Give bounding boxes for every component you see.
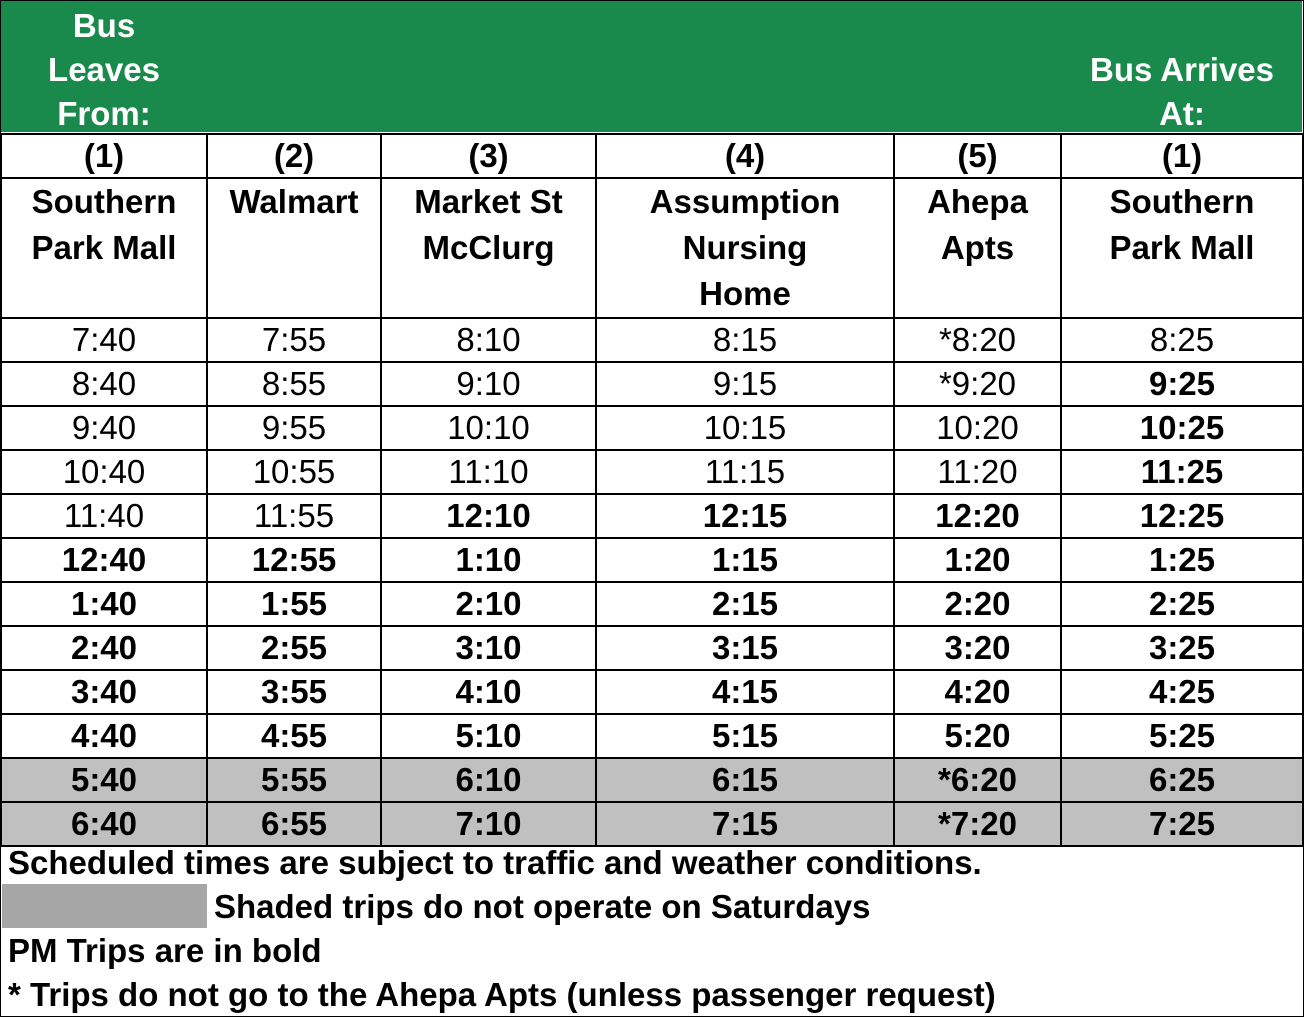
time-cell: 8:40 (1, 362, 207, 406)
time-cell: 8:55 (207, 362, 381, 406)
time-cell: 2:20 (894, 582, 1061, 626)
time-cell: 9:40 (1, 406, 207, 450)
time-cell: 11:40 (1, 494, 207, 538)
time-cell: 7:40 (1, 318, 207, 362)
stop-name: Southern Park Mall (1, 178, 207, 318)
time-cell: 11:15 (596, 450, 894, 494)
time-cell: 3:15 (596, 626, 894, 670)
time-cell: 1:55 (207, 582, 381, 626)
time-cell: 10:25 (1061, 406, 1303, 450)
time-cell: 11:10 (381, 450, 596, 494)
stop-number-row (1, 134, 1303, 178)
time-cell: 5:40 (1, 758, 207, 802)
time-cell: 9:25 (1061, 362, 1303, 406)
stop-name: Market St McClurg (381, 178, 596, 318)
bus-arrives-at-heading: Bus Arrives At: (1089, 51, 1275, 132)
time-cell: 3:10 (381, 626, 596, 670)
trip-row (1, 450, 1303, 494)
trip-row (1, 406, 1303, 450)
time-cell: 5:55 (207, 758, 381, 802)
shaded-trip-row (1, 758, 1303, 802)
time-cell: 1:25 (1061, 538, 1303, 582)
time-cell: 12:10 (381, 494, 596, 538)
time-cell: 10:20 (894, 406, 1061, 450)
note-bold: PM Trips are in bold (8, 932, 322, 969)
time-cell: 3:25 (1061, 626, 1303, 670)
time-cell: *6:20 (894, 758, 1061, 802)
stop-name: Walmart (207, 178, 381, 318)
bus-leaves-from-heading: Bus Leaves From: (48, 7, 160, 132)
time-cell: 7:25 (1061, 802, 1303, 846)
time-cell: 12:15 (596, 494, 894, 538)
time-cell: 9:15 (596, 362, 894, 406)
shaded-trip-row (1, 802, 1303, 846)
time-cell: 2:15 (596, 582, 894, 626)
time-cell: 9:10 (381, 362, 596, 406)
trip-row (1, 714, 1303, 758)
time-cell: 4:10 (381, 670, 596, 714)
time-cell: 11:20 (894, 450, 1061, 494)
time-cell: 12:40 (1, 538, 207, 582)
trip-row (1, 626, 1303, 670)
stop-name: Ahepa Apts (894, 178, 1061, 318)
time-cell: 8:15 (596, 318, 894, 362)
time-cell: 4:20 (894, 670, 1061, 714)
stop-number: (3) (381, 134, 596, 178)
stop-name-row (1, 178, 1303, 318)
time-cell: 5:25 (1061, 714, 1303, 758)
time-cell: 4:40 (1, 714, 207, 758)
note-ahepa: * Trips do not go to the Ahepa Apts (unless passenger request) (8, 976, 996, 1013)
time-cell: *9:20 (894, 362, 1061, 406)
stop-name: Assumption Nursing Home (596, 178, 894, 318)
note-shaded: Shaded trips do not operate on Saturdays (214, 888, 871, 925)
trip-row (1, 494, 1303, 538)
time-cell: 7:10 (381, 802, 596, 846)
time-cell: 6:10 (381, 758, 596, 802)
stop-number: (1) (1, 134, 207, 178)
time-cell: 1:40 (1, 582, 207, 626)
trip-row (1, 318, 1303, 362)
time-cell: 9:55 (207, 406, 381, 450)
time-cell: 12:20 (894, 494, 1061, 538)
time-cell: 1:15 (596, 538, 894, 582)
time-cell: 5:10 (381, 714, 596, 758)
time-cell: 3:20 (894, 626, 1061, 670)
time-cell: 3:55 (207, 670, 381, 714)
time-cell: 4:55 (207, 714, 381, 758)
time-cell: 8:25 (1061, 318, 1303, 362)
shaded-legend-swatch (2, 884, 207, 928)
schedule-table (0, 133, 1304, 847)
time-cell: 1:10 (381, 538, 596, 582)
stop-number: (2) (207, 134, 381, 178)
time-cell: 3:40 (1, 670, 207, 714)
note-traffic: Scheduled times are subject to traffic and weather conditions. (8, 844, 982, 881)
time-cell: 2:10 (381, 582, 596, 626)
time-cell: 12:25 (1061, 494, 1303, 538)
stop-name: Southern Park Mall (1061, 178, 1303, 318)
stop-number: (5) (894, 134, 1061, 178)
time-cell: 4:15 (596, 670, 894, 714)
time-cell: 4:25 (1061, 670, 1303, 714)
time-cell: 6:25 (1061, 758, 1303, 802)
time-cell: 8:10 (381, 318, 596, 362)
trip-row (1, 582, 1303, 626)
time-cell: 2:40 (1, 626, 207, 670)
time-cell: 10:10 (381, 406, 596, 450)
time-cell: 2:55 (207, 626, 381, 670)
time-cell: 2:25 (1061, 582, 1303, 626)
time-cell: 7:55 (207, 318, 381, 362)
time-cell: 10:15 (596, 406, 894, 450)
time-cell: 11:55 (207, 494, 381, 538)
time-cell: 5:20 (894, 714, 1061, 758)
time-cell: 6:15 (596, 758, 894, 802)
time-cell: 6:40 (1, 802, 207, 846)
stop-number: (1) (1061, 134, 1303, 178)
trip-row (1, 362, 1303, 406)
time-cell: *7:20 (894, 802, 1061, 846)
time-cell: 6:55 (207, 802, 381, 846)
time-cell: 11:25 (1061, 450, 1303, 494)
time-cell: 10:55 (207, 450, 381, 494)
trip-row (1, 538, 1303, 582)
stop-number: (4) (596, 134, 894, 178)
time-cell: 10:40 (1, 450, 207, 494)
time-cell: 5:15 (596, 714, 894, 758)
time-cell: 1:20 (894, 538, 1061, 582)
time-cell: 7:15 (596, 802, 894, 846)
time-cell: 12:55 (207, 538, 381, 582)
time-cell: *8:20 (894, 318, 1061, 362)
trip-row (1, 670, 1303, 714)
